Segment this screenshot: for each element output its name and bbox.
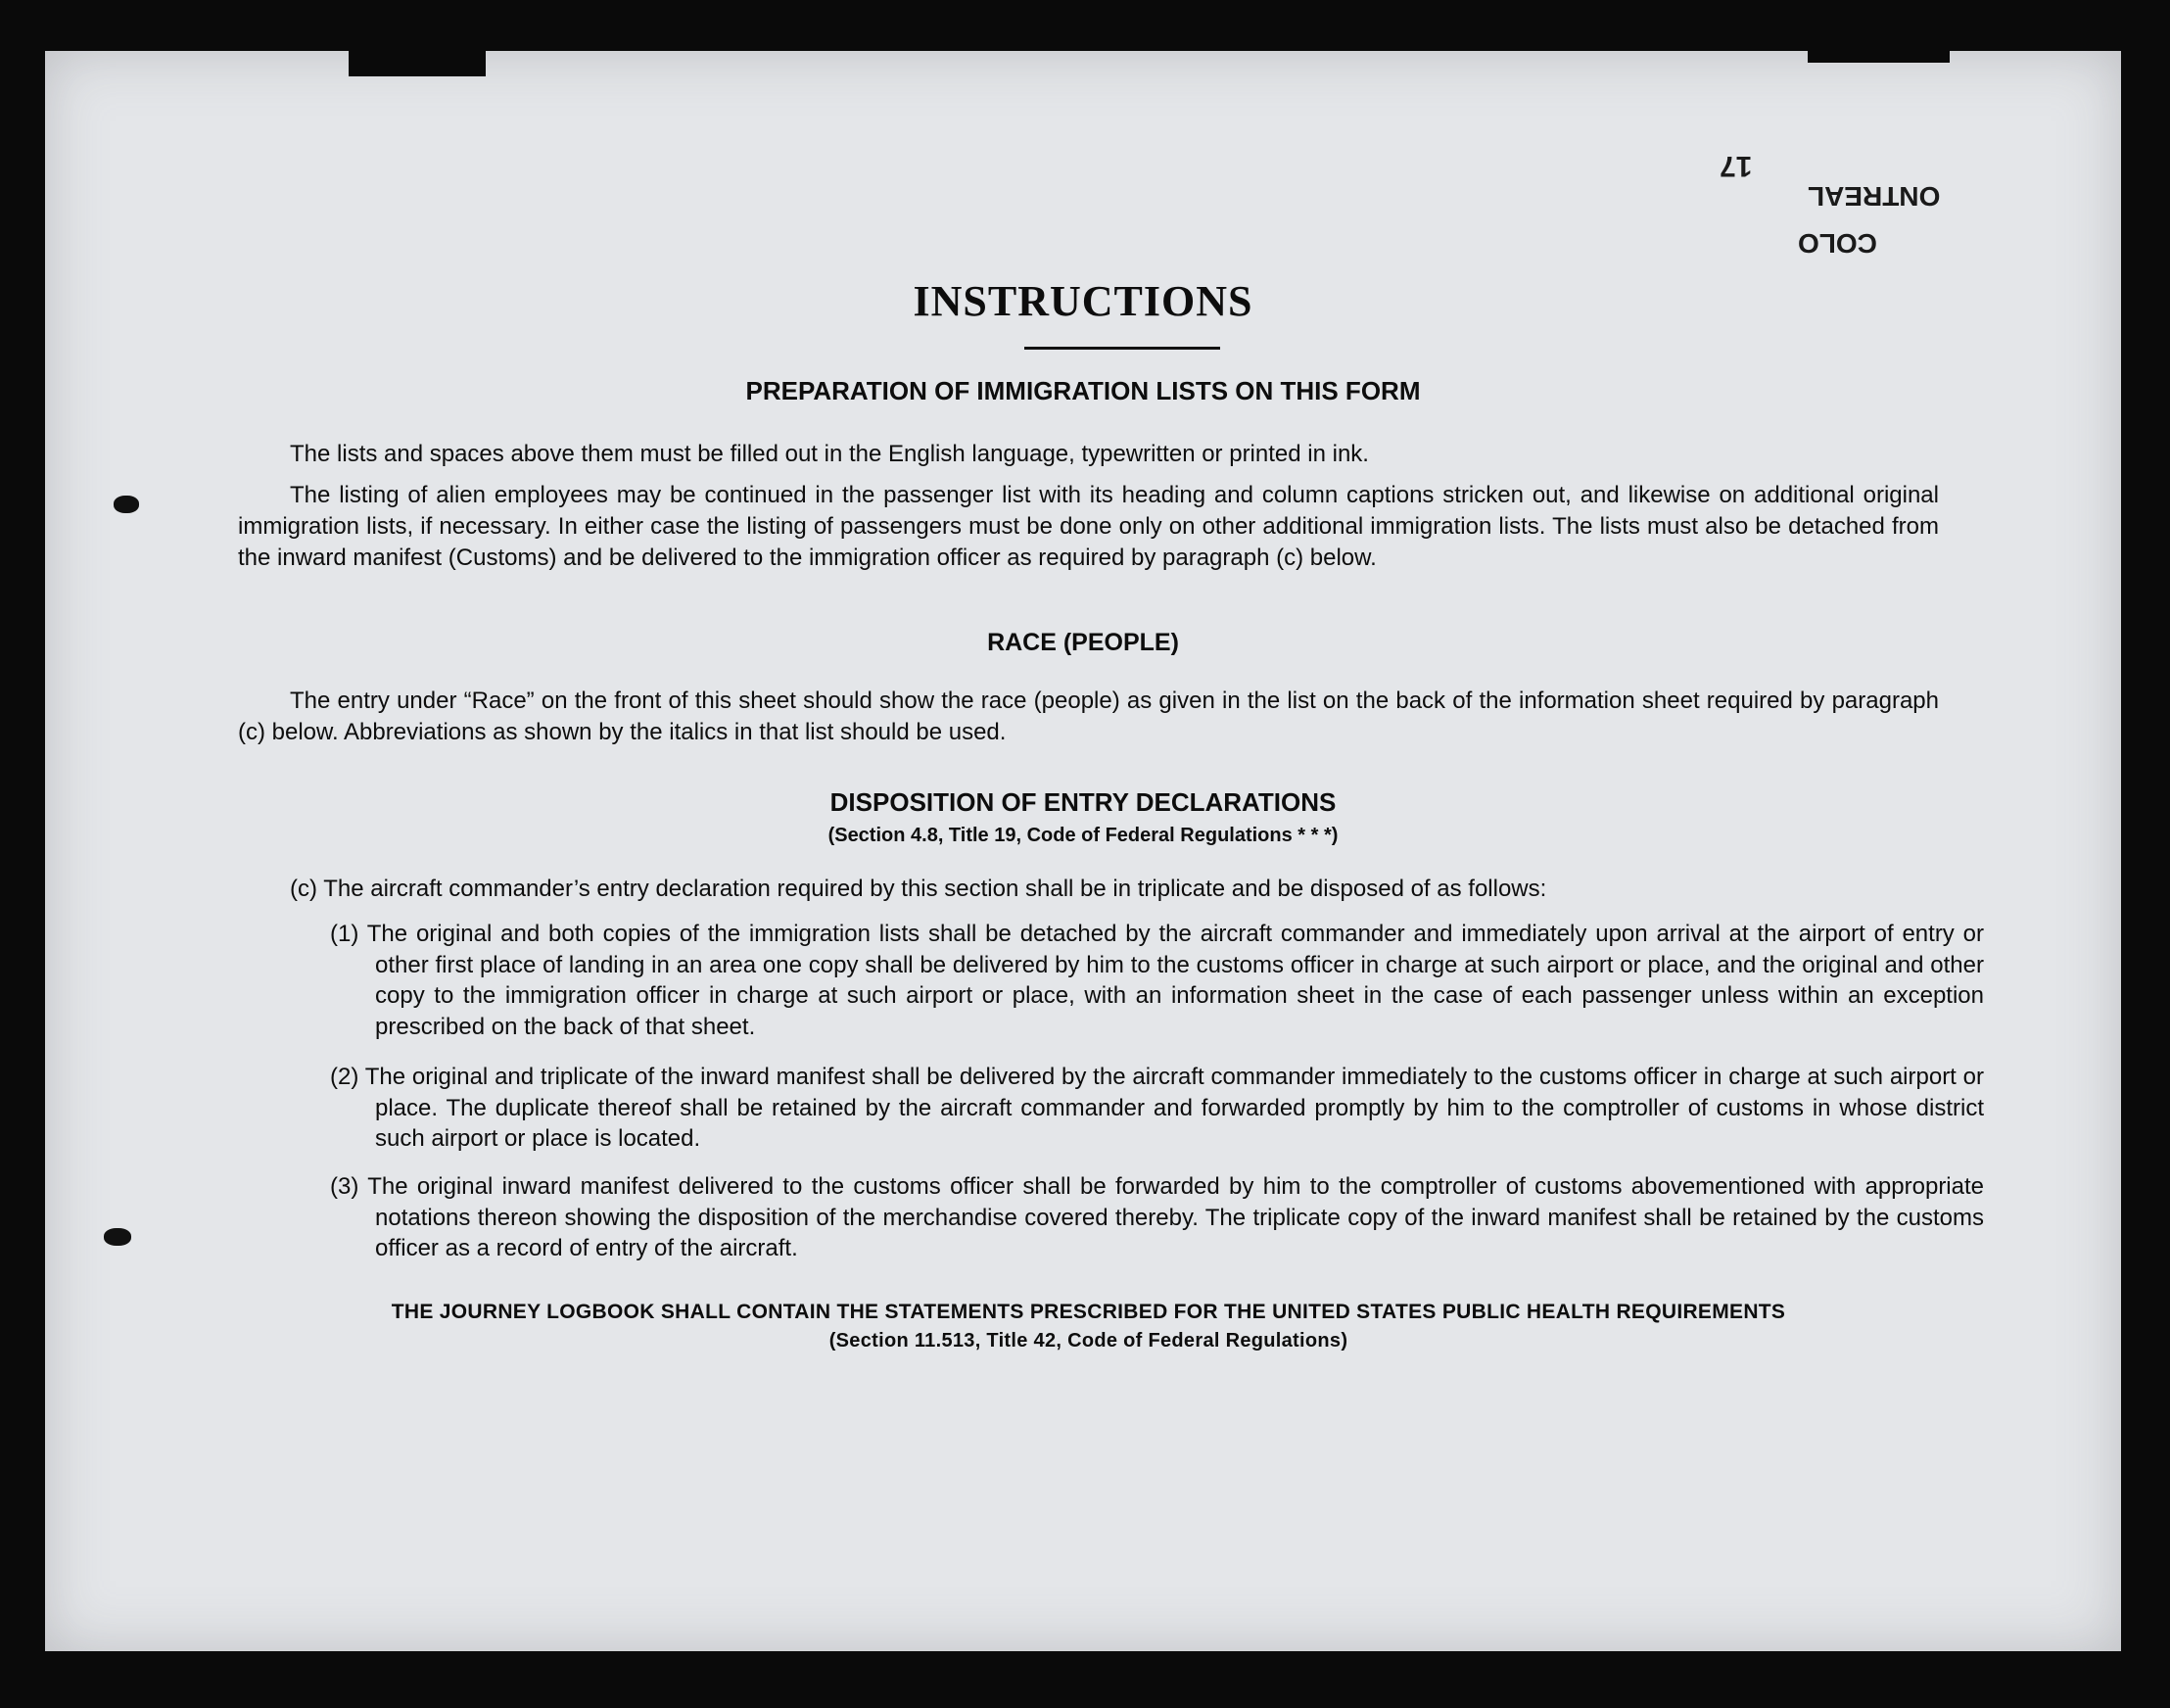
list-item-2: (2) The original and triplicate of the inward manifest shall be delivered by the aircraft commander immediately to the customs officer in charge at such airport or place. The duplicate thereof shall be retained by the aircraft commander and forwarded promptly by him to the comptroller of customs in whose district such airport or place is located. <box>330 1064 1984 1152</box>
section-heading-race: RACE (PEOPLE) <box>987 629 1179 656</box>
title-underline <box>1024 347 1220 350</box>
paragraph-race: The entry under “Race” on the front of this sheet should show the race (people) as given in the list on the back of the information sheet required by paragraph (c) below. Abbreviations as shown by the italics in that list should be used. <box>238 688 1939 745</box>
footer-public-health: THE JOURNEY LOGBOOK SHALL CONTAIN THE STATEMENTS PRESCRIBED FOR THE UNITED STATES PUBLIC HEALTH REQUIREMENTS <box>391 1301 1786 1323</box>
ink-mark-upper <box>114 496 139 513</box>
page-title: INSTRUCTIONS <box>913 277 1253 325</box>
binding-tab-left <box>349 39 486 76</box>
list-item-3: (3) The original inward manifest delivered to the customs officer shall be forwarded by him to the comptroller of customs abovementioned with appropriate notations thereon showing the disposition of the merchandise covered thereby. The triplicate copy of the inward manifest shall be retained by the customs officer as a record of entry of the aircraft. <box>330 1173 1984 1261</box>
stamp-place: ONTREAL <box>1808 181 1941 212</box>
stamp-code: COLO <box>1798 228 1877 259</box>
section-heading-disposition: DISPOSITION OF ENTRY DECLARATIONS <box>829 787 1337 817</box>
stamp-number: 17 <box>1720 150 1753 182</box>
ink-mark-lower <box>104 1228 131 1246</box>
section-heading-immigration-lists: PREPARATION OF IMMIGRATION LISTS ON THIS FORM <box>745 376 1421 405</box>
footer-citation: (Section 11.513, Title 42, Code of Federal Regulations) <box>828 1330 1348 1352</box>
binding-tab-right <box>1808 39 1950 63</box>
paragraph-intro-c: (c) The aircraft commander’s entry declaration required by this section shall be in triplicate and be disposed of as follows: <box>290 876 1547 902</box>
list-item-1: (1) The original and both copies of the immigration lists shall be detached by the aircraft commander and immediately upon arrival at the airport of entry or other first place of landing in an area one copy shall be delivered by him to the customs officer in charge at such airport or place, and the original and other copy to the immigration officer in charge at such airport or place, with an information sheet in the case of each passenger unless within an exception prescribed on the back of that sheet. <box>330 921 1984 1040</box>
paragraph-language: The lists and spaces above them must be filled out in the English language, typewritten or printed in ink. <box>290 441 1369 467</box>
document-page <box>45 51 2121 1651</box>
bleed-through-text <box>515 119 523 153</box>
section-citation: (Section 4.8, Title 19, Code of Federal Regulations * * *) <box>827 825 1339 846</box>
paragraph-alien-employees: The listing of alien employees may be continued in the passenger list with its heading and column captions stricken out, and likewise on additional original immigration lists, if necessary. In either case the listing of passengers must be done only on other additional immigration lists. The lists must also be detached from the inward manifest (Customs) and be delivered to the immigration officer as required by paragraph (c) below. <box>238 482 1939 571</box>
